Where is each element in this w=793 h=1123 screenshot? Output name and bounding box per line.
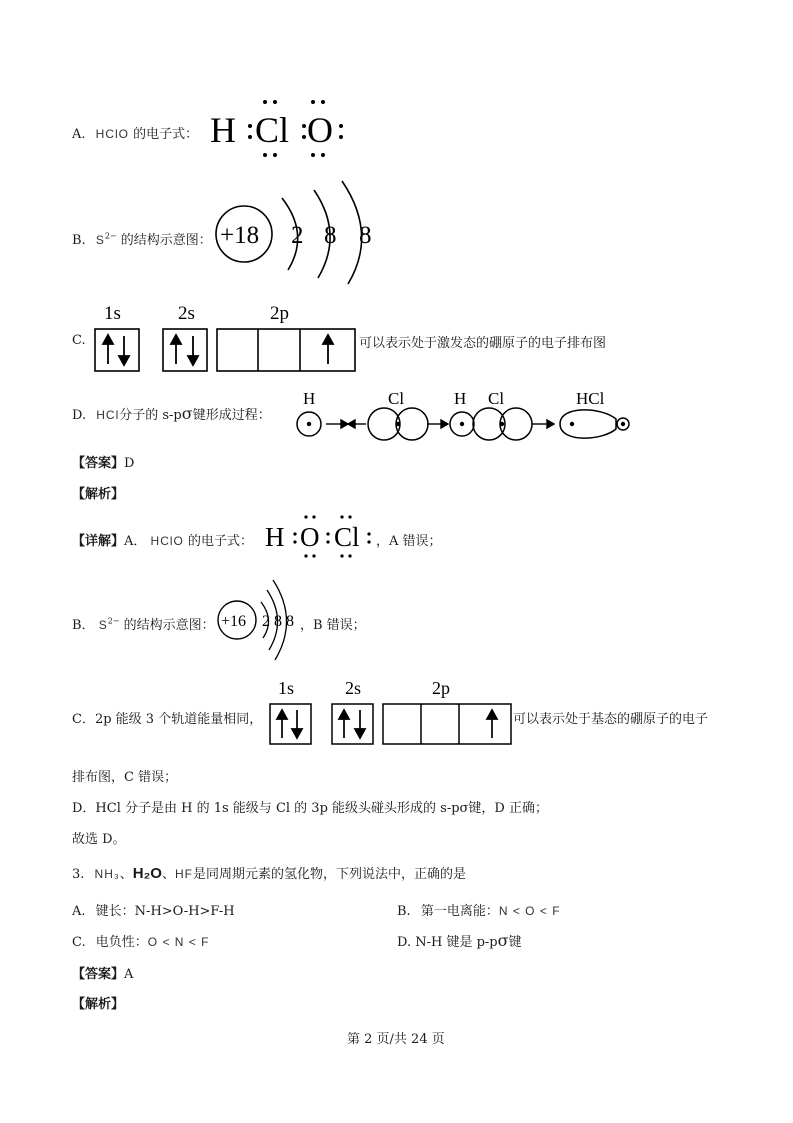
option-b-charge: 2− <box>104 231 117 241</box>
detail-c-prefix: C．2p 能级 3 个轨道能量相同， <box>72 712 263 727</box>
detail-orbital-1s: 1s <box>278 678 295 698</box>
q3-option-a[interactable] <box>72 900 235 919</box>
formula-hf: HF <box>174 867 193 881</box>
orbital-box-2p-group <box>217 329 355 371</box>
answer-2 <box>72 963 133 982</box>
atom-o: O <box>307 110 333 150</box>
electron-arrows <box>103 335 333 365</box>
detail-shell-1: 2 <box>262 613 270 630</box>
detail-c-text1: 可以表示处于基态的硼原子的电子 <box>513 712 709 727</box>
detail-orbital-2p: 2p <box>432 678 450 698</box>
detail-a-prefix: A． <box>124 534 147 549</box>
q3-option-d-text: D. N-H 键是 p-p <box>397 935 498 950</box>
detail-c-text2: 排布图，C 错误； <box>72 770 178 785</box>
separator-1: 、 <box>119 867 133 882</box>
page-footer: 第 2 页/共 24 页 <box>347 1032 445 1047</box>
q3-option-c[interactable] <box>72 931 209 950</box>
detail-b-line <box>72 614 215 633</box>
orbital-diagram-c <box>90 300 360 376</box>
option-a-label: A. <box>72 127 86 142</box>
orbital-label-2s: 2s <box>178 303 195 324</box>
orbital-box-1s <box>95 329 139 371</box>
detail-atom-o: O <box>300 522 320 552</box>
shell-electrons-2: 8 <box>324 222 337 249</box>
q3-option-d-end: 键 <box>508 935 522 950</box>
sigma-symbol: σ <box>181 404 193 423</box>
separator-2: 、 <box>161 867 175 882</box>
formula-nh3: NH₃ <box>94 867 120 881</box>
atom-h: H <box>210 110 236 150</box>
nucleus-charge: +18 <box>220 222 260 249</box>
question-3-stem-text: 是同周期元素的氢化物，下列说法中，正确的是 <box>192 867 466 882</box>
option-b-ion: S <box>95 233 105 247</box>
label-h-1: H <box>303 389 316 408</box>
orbital-label-2p: 2p <box>270 303 289 324</box>
s2-structure-diagram-detail <box>215 572 300 668</box>
option-b-label: B. <box>72 233 86 248</box>
detail-b-charge: 2− <box>107 616 120 626</box>
orbital-label-1s: 1s <box>104 303 121 324</box>
label-cl-2: Cl <box>488 389 505 408</box>
detail-a-end: ，A 错误； <box>376 534 442 549</box>
hclo-electron-formula-a <box>205 96 355 162</box>
detail-shell-2: 8 <box>274 613 282 630</box>
option-d-line <box>72 404 271 423</box>
shell-electrons-1: 2 <box>291 222 304 249</box>
option-a-formula: HClO <box>95 127 130 141</box>
detail-a-line <box>72 530 253 549</box>
detail-shell-3: 8 <box>286 613 294 630</box>
sp-sigma-bond-formation-diagram <box>292 385 637 445</box>
q3-option-c-label: C. <box>72 935 86 950</box>
detail-bracket: 【详解】 <box>72 534 125 549</box>
answer-value: D <box>124 456 135 471</box>
option-d-text-mid: 分子的 s-p <box>119 408 182 423</box>
s2-structure-diagram-b <box>212 176 387 286</box>
detail-atom-h: H <box>265 522 285 552</box>
detail-a-formula: HClO <box>150 534 184 548</box>
label-h-2: H <box>454 389 467 408</box>
question-3-number: 3. <box>72 867 85 882</box>
option-c-label: C. <box>72 333 86 348</box>
shell-electrons-3: 8 <box>359 222 372 249</box>
answer-bracket: 【答案】 <box>72 456 125 471</box>
answer-2-bracket: 【答案】 <box>72 967 125 982</box>
q3-option-b[interactable] <box>397 900 561 919</box>
detail-b-end: ，B 错误； <box>300 618 366 633</box>
analysis-2: 【解析】 <box>72 997 125 1012</box>
q3-option-c-text: 电负性： <box>95 935 148 950</box>
detail-nucleus: +16 <box>221 613 247 630</box>
formula-h2o: H₂O <box>132 865 162 882</box>
q3-option-b-text: 第一电离能： <box>420 904 499 919</box>
detail-d-text: D．HCl 分子是由 H 的 1s 能级与 Cl 的 3p 能级头碰头形成的 s-pσ键，D 正确； <box>72 801 548 816</box>
option-d-formula: HCl <box>96 408 120 422</box>
detail-b-mid: 的结构示意图： <box>123 618 215 633</box>
q3-option-a-text: 键长：N-H>O-H>F-H <box>95 904 235 919</box>
option-b-suffix: 的结构示意图： <box>120 233 212 248</box>
detail-atom-cl: Cl <box>334 522 360 552</box>
q3-option-b-label: B. <box>397 904 411 919</box>
label-hcl: HCl <box>576 389 605 408</box>
detail-orbital-2s: 2s <box>345 678 362 698</box>
answer-2-value: A <box>124 967 134 982</box>
detail-b-prefix: B． <box>72 618 95 633</box>
option-d-label: D. <box>72 408 87 423</box>
option-a-suffix: 的电子式： <box>133 127 199 142</box>
option-d-text-end: 键形成过程： <box>192 408 271 423</box>
hclo-electron-formula-detail <box>262 513 380 561</box>
q3-option-c-formula: O < N < F <box>147 935 210 949</box>
q3-option-d[interactable] <box>397 931 522 950</box>
orbital-diagram-detail <box>265 676 515 748</box>
question-3-stem <box>72 863 466 882</box>
option-c-text: 可以表示处于激发态的硼原子的电子排布图 <box>359 336 607 351</box>
detail-b-ion: S <box>98 618 108 632</box>
q3-option-a-label: A. <box>72 904 86 919</box>
atom-cl: Cl <box>255 110 290 150</box>
option-a-line <box>72 123 198 142</box>
orbital-box-2s <box>163 329 207 371</box>
option-b-line <box>72 229 212 248</box>
conclusion: 故选 D。 <box>72 832 126 847</box>
label-cl-1: Cl <box>388 389 405 408</box>
answer-1 <box>72 452 134 471</box>
analysis-1: 【解析】 <box>72 487 125 502</box>
q3-option-d-sigma: σ <box>497 931 509 950</box>
q3-option-b-formula: N < O < F <box>498 904 561 918</box>
detail-a-mid: 的电子式： <box>188 534 254 549</box>
